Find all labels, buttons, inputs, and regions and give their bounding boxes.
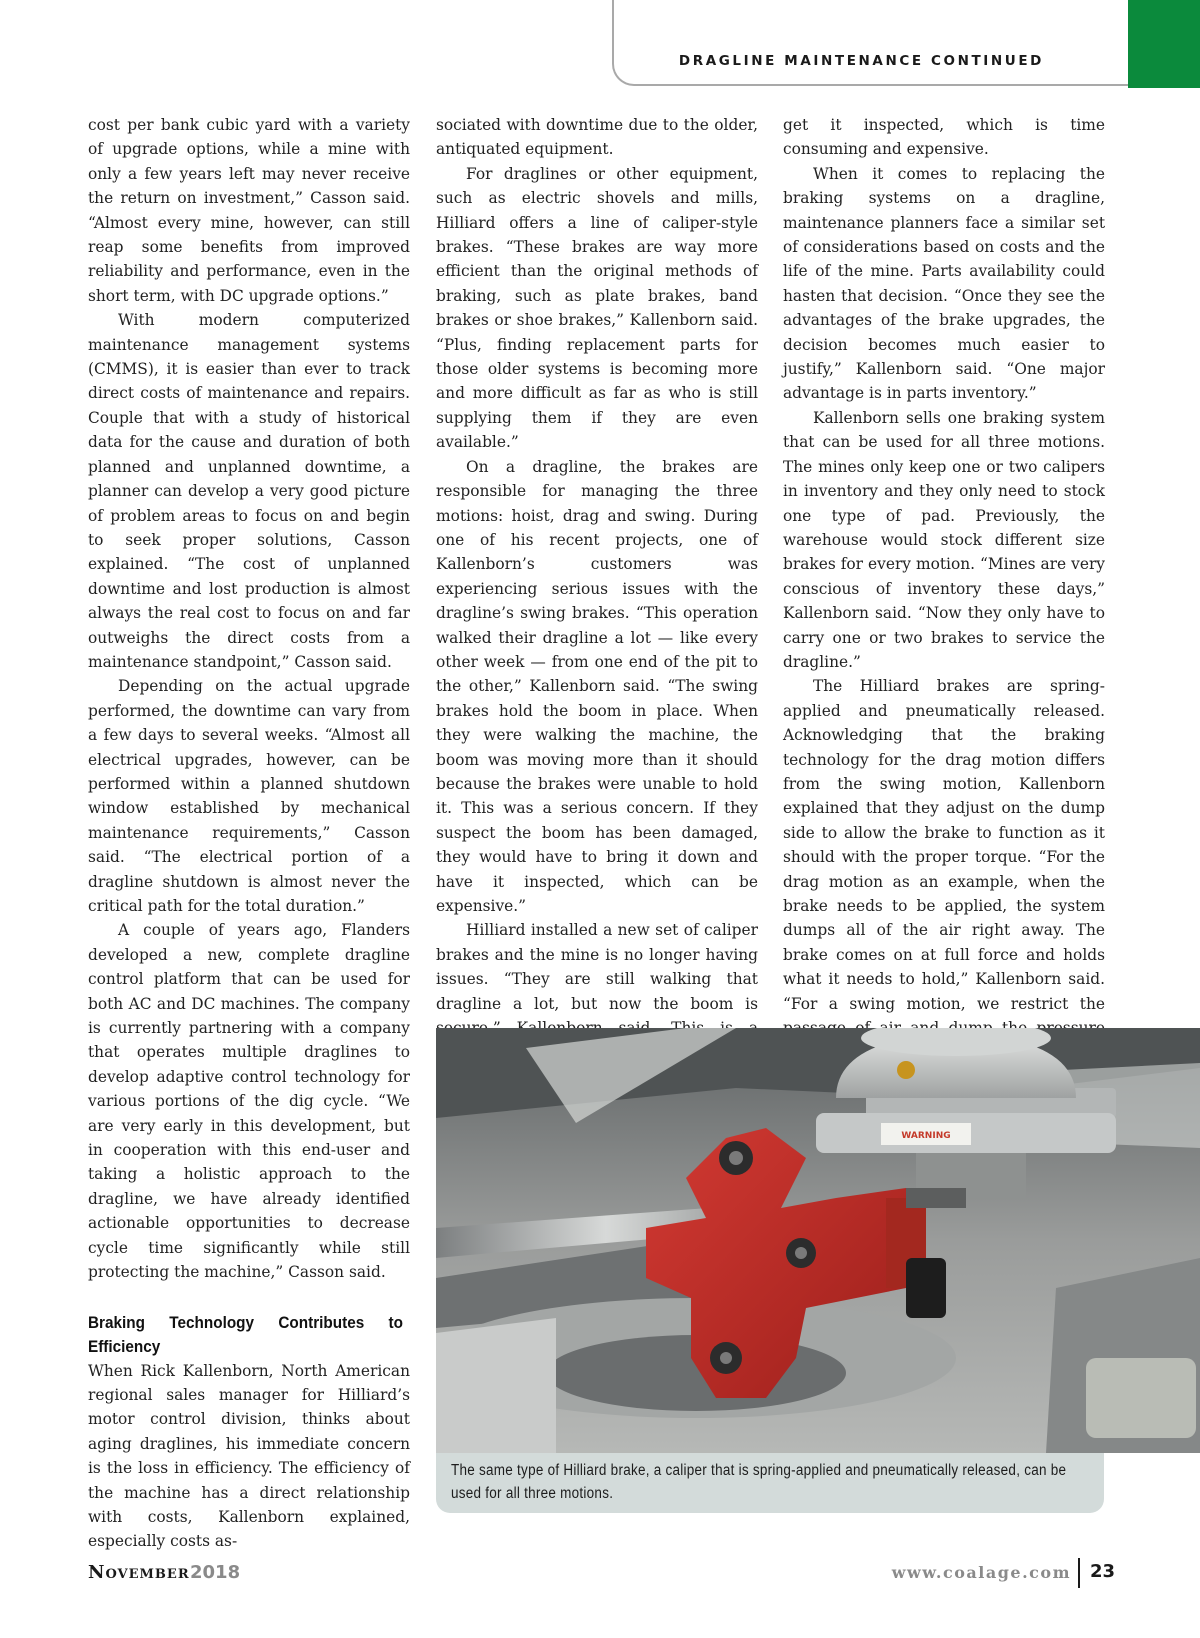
paragraph: The Hilliard brakes are spring-applied and pneumatically released. Acknowledging that the braking technology for the drag motion differs from the swing motion, Kallenborn explained that they adjust on the dump side to allow the brake to function as it should with the proper torque. “For the drag motion as an example, when the brake needs to be applied, the system dumps all of the air right away. The brake comes on at full force and holds what it needs to hold,” Kallenborn said. “For a swing motion, we restrict the — [783, 677, 1105, 1013]
paragraph: Depending on the actual upgrade performed, the downtime can vary from a few days to several weeks. “Almost all electrical upgrades, however, can be performed within a planned shutdown window established by mechanical maintenance requirements,” Casson said. “The electrical portion of a dragline shutdown is almost never the critical path for the total duration.” — [88, 677, 410, 915]
footer-month: November — [88, 1562, 190, 1583]
paragraph: When it comes to replacing the braking systems on a dragline, maintenance planners face a similar set of considerations based on costs and the life of the mine. Parts availability could hasten that decision. “Once they see the advantages of the brake upgrades, the decision becomes much easier to justify,” Kallenborn said. “One major advantage is in parts inventory.” — [783, 164, 1105, 403]
paragraph: get it inspected, which is time consuming and expensive. — [783, 116, 1105, 159]
section-color-tab — [1128, 0, 1200, 88]
paragraph: sociated with downtime due to the older, antiquated equipment. — [436, 116, 758, 159]
footer-website-link[interactable]: www.coalage.com — [891, 1563, 1071, 1582]
paragraph: Hilliard installed a new set of caliper brakes and the mine is no longer having issues. “They are still walking that dragline a lot, but now the boom is — [436, 921, 758, 1013]
paragraph: cost per bank cubic yard with a variety of upgrade options, while a mine with only a few years left may never receive the return on investment,” Casson said. “Almost every mine, however, can still reap some benefits from improved reliability and performance, even in the short term, with DC upgrade options.” — [88, 116, 410, 305]
article-column-2 — [436, 113, 758, 1114]
footer-divider — [1078, 1558, 1080, 1588]
warning-label: WARNING — [901, 1131, 951, 1141]
photo-caption-box — [436, 1453, 1104, 1513]
paragraph: For draglines or other equipment, such as electric shovels and mills, Hilliard offers a line of caliper-style brakes. “These brakes are way more efficient than the original methods of braking, such as plate brakes, band brakes or shoe brakes,” Kallenborn said. “Plus, finding replacement parts for those older systems is becoming more and more difficult as far as who is still supplying them if they are even available.” — [436, 164, 758, 452]
footer-year: 2018 — [190, 1562, 241, 1583]
subheading: Braking Technology Contributes to Efficiency — [88, 1312, 403, 1356]
photo-caption: The same type of Hilliard brake, a caliper that is spring-applied and pneumatically released, can be used for all three motions. — [451, 1462, 1067, 1502]
section-header-tab — [612, 0, 1132, 86]
paragraph: With modern computerized maintenance management systems (CMMS), it is easier than ever to track direct costs of maintenance and repairs. Couple that with a study of historical data for the cause and duration of both planned and unplanned downtime, a planner can develop a very good picture of problem areas to focus on and begin to seek proper solutions, Casson explained. “The cost of unplanned downtime and lost production is almost always the real cost to focus on and far outweighs the direct costs from a maintenance standpoint,” Casson said. — [88, 311, 410, 671]
paragraph: A couple of years ago, Flanders developed a new, complete dragline control platform that can be used for both AC and DC machines. The company is currently partnering with a company that operates multiple draglines to develop adaptive control technology for various portions of the dig cycle. “We are very early in this development, but in cooperation with this end-user and taking a holistic approach to the dragline, we have already identified actionable opportunities to decrease cycle time significantly while still protecting the machine,” Casson said. — [88, 921, 410, 1282]
article-column-3 — [783, 113, 1105, 1138]
paragraph: On a dragline, the brakes are responsible for managing the three motions: hoist, drag and swing. During one of his recent projects, one of Kallenborn’s customers was experiencing serious issues with the dragline’s swing brakes. “This operation walked their dragline a lot — like every other week — from one end of the pit to the other,” Kallenborn said. “The swing brakes hold the boom in place. When they were walking the machine, the boom was moving more than it should because the brakes were unable to hold it. This was a serious concern. If they suspect the boom has been damaged, they would have to bring it down and have it inspected, which can be expensive.” — [436, 457, 758, 915]
section-label: DRAGLINE MAINTENANCE CONTINUED — [678, 53, 1044, 69]
caliper-brake-illustration — [436, 1028, 1200, 1453]
paragraph: Kallenborn sells one braking system that can be used for all three motions. The mines only keep one or two calipers in inventory and they only need to stock one type of pad. Previously, the warehouse would stock different size brakes for every motion. “Mines are very conscious of inventory these days,” Kallenborn said. “Now they only have to carry one or two brakes to service the dragline.” — [783, 408, 1105, 671]
paragraph: When Rick Kallenborn, North American regional sales manager for Hilliard’s motor control division, thinks about aging draglines, his immediate concern is the loss in efficiency. The efficiency of the machine has a direct relationship with costs, Kallenborn explained, especially costs as- — [88, 1361, 410, 1551]
article-column-1 — [88, 113, 410, 1554]
brake-photo — [436, 1028, 1200, 1453]
page-number: 23 — [1090, 1561, 1116, 1582]
